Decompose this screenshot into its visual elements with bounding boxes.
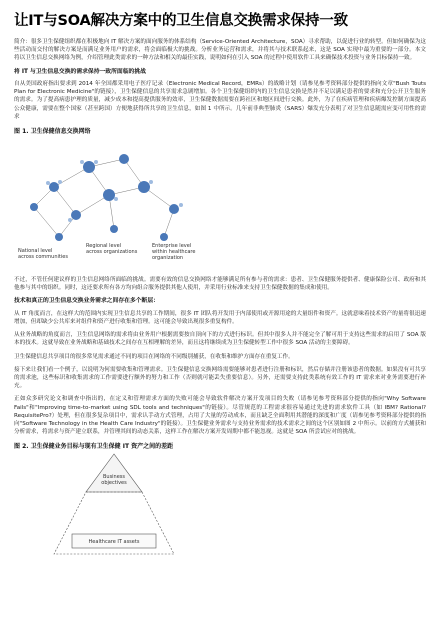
figure-2-caption: 图 2. 卫生保健业务目标与现有卫生保健 IT 资产之间的差距 (14, 443, 174, 451)
network-labels (18, 243, 195, 261)
paragraph-4: 从业务战略的角度而言，卫生信息网络的需求将由业务用户根据需要按自顶向下的方式进行标识。但其中很多人并不能完全了解可用于支持这些需求的启用了 SOA 版本的技术。这就导致在业务战略和基础技术之间存在互相理解的差异，而且这将继续成为卫生保健转型工作中很多 SOA 活动的主要障碍。 (14, 332, 426, 347)
business-objectives-shape (86, 454, 142, 492)
paragraph-3: 从 IT 角度而言，在这样大的范围内实现卫生信息共享的工作期间，很多 IT 团队将开发用于内部使用或开源用途的大量组件和资产。这就意味着技术资产的量将很迅速增加，但却缺少公共库来对组件和资产进行收集和管理。这可能会导致出现很多重复构件。 (14, 310, 426, 326)
label-national-2: across communities (18, 254, 68, 261)
paragraph-1: 自从美国政府指出要求到 2014 年全国都采用电子医疗记录（Electronic Medical Record，EMRs）的战略计划（请参见参考资料部分提供的指向文章"Bush Touts Plan for Electronic Medicine"的链接），卫生保健信息的共享需求急剧增加。各个卫生保健组织内的卫生信息交换是然并不足以满足患者的要求和充分公开卫生服务的需求。为了提高病患护理的质量，减少成本和提高提供服务的效率，卫生保健数据需要在跨社区和地区间进行交换。此外，为了在疾病管理和疾病爆发控制方面提高公众健康，需要在整个国家（甚至跨国）方便地获得所共享的卫生信息，如图 1 中所示。几年前非典型肺炎（SARS）爆发充分表明了对卫生信息随需应变可用性的需求 (14, 81, 426, 120)
business-label-1: Business (102, 474, 126, 481)
figure-2-gap-diagram (14, 452, 214, 562)
label-enterprise-3: organization (152, 255, 184, 262)
figure-1-caption: 图 1. 卫生保健信息交换网络 (14, 128, 91, 136)
it-assets-label: Healthcare IT assets (88, 539, 140, 546)
paragraph-7: 正如众多研究论文和调查中指出的，在定义和管理需求方面的失败可能会导致软件解决方案开发项目的失败（请参见参考资料部分提供的指向"Why Software Fails"和"Improving time-to-market using SDL tools and techniques"的链接）。尽管规范的工程需求很容易通过先进的需求软件工具（如 IBM? Rational? RequisitePro?）处理，但在很多复杂项目中，需求认手动方式管理，占用了大量的劳动成本，而且缺乏全面利用其潜能的深度和广度（请参见参考资料部分提供的指向"Software Technology in the Health Care Industry"的链接）。卫生保健业务需求与支持业务需求的技术需求之间的这个区别如图 2 中所示。以前的方式捕获和分析需求，将需求与资产建立联系，并管理其间的动态关系，这样工作在解决方案开发周期中都不能忽视。这就是 SOA 所尝试应对的挑战。 (14, 396, 426, 436)
figure-1-network-diagram (14, 137, 214, 272)
label-enterprise-2: within healthcare (152, 249, 196, 256)
section-heading-gaps: 技术和真正的卫生信息交换业务需求之间存在多个断层： (14, 298, 159, 305)
label-regional-1: Regional level (86, 243, 122, 250)
paragraph-5: 卫生保健信息共享项目的很多常见需求通过不同的项目在网络的不同级别捕获，在收集和维护方面存在重复工作。 (14, 353, 294, 360)
paragraph-6: 接下来让我们看一个例子，以说明为何需要收集和管理需求。卫生保健信息交换网络需要能够对患者进行注册和标识，然后存储并注册该患者的数据。如果没有可共享的需求池，这些标识和收集需求的工作需要进行额外的努力和工作（否则就可能丢失重要信息）。另外，还需要支持此类系统有效工作的 IT 需求来对业务需要进行补充。 (14, 366, 426, 390)
label-enterprise-1: Enterprise level (152, 243, 192, 250)
label-national-1: National level (18, 248, 53, 255)
gap-diagram-svg (14, 452, 214, 562)
page-title: 让IT与SOA解决方案中的卫生信息交换需求保持一致 (14, 13, 348, 29)
business-label-2: objectives (101, 480, 127, 487)
abstract-paragraph: 简介：很多卫生保健组织都在积极地向 IT 解决方案的面向服务的体系结构（Service-Oriented Architecture，SOA）寻求帮助，以促进行业的转型。但如何确保为这些活动而交付的解决方案是而满足业务用户的需求，将会面临极大的挑战。分析业务运营和需求，并将其与技术联系起来，这是 SOA 实现中最为重要的一部分。本文将以卫生信息交换网络为例，介绍管理此类需求的一种方法和相关的最佳实践，说明如何在引入 SOA 的过程中使用软件工具来确保技术投资与业务目标保持一致。 (14, 39, 426, 62)
section-heading-challenges: 将 IT 与卫生信息交换的需求保持一致所面临的挑战 (14, 68, 146, 75)
label-regional-2: across organizations (86, 249, 138, 256)
network-nodes (30, 154, 183, 241)
network-diagram-svg (14, 137, 214, 272)
paragraph-2: 不过，不管任何建议样的卫生信息网络所面临的挑战。需要有效的信息交换网络才能够满足所有参与者的需求：患者、卫生保健服务提供者、健康保险公司、政府和其他参与其中的组织。同时，这还要求所有各方均向组合服务提供其他人使用，并采用行业标准来支持卫生保健数据的集成和使用。 (14, 277, 426, 292)
